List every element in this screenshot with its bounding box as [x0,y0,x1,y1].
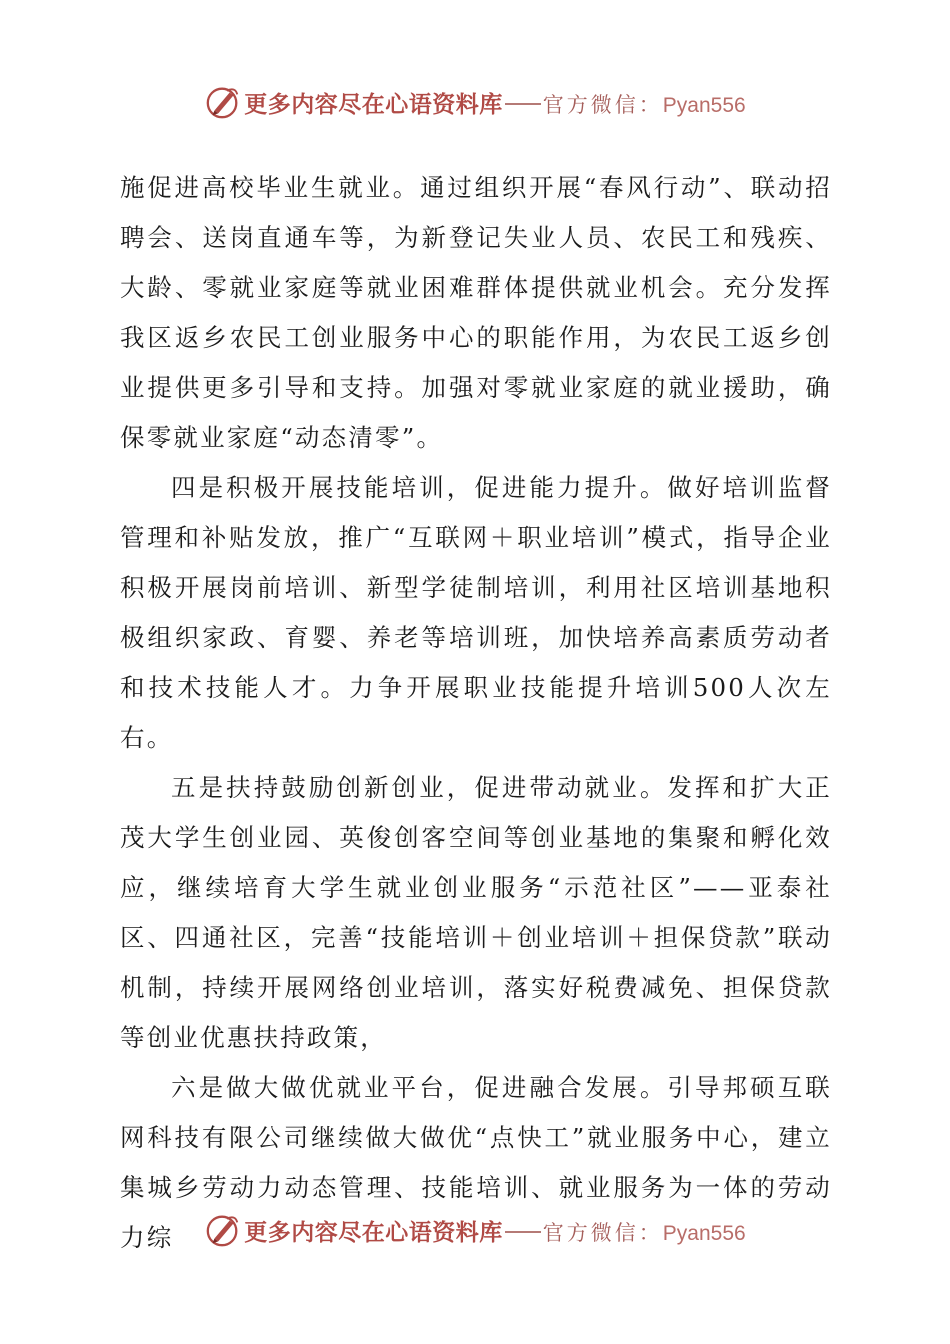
watermark-wechat-label: 官方微信： [542,1220,663,1245]
watermark-wechat-id: Pyan556 [662,1221,746,1245]
pen-logo-icon [204,83,242,121]
watermark-brand: 更多内容尽在心语资料库 [244,1218,503,1246]
watermark-brand: 更多内容尽在心语资料库 [244,90,503,118]
pen-logo-icon [204,1211,242,1249]
watermark-dash [505,103,541,105]
paragraph-entrepreneurship: 五是扶持鼓励创新创业，促进带动就业。发挥和扩大正茂大学生创业园、英俊创客空间等创业基地的集聚和孵化效应，继续培育大学生就业创业服务“示范社区”——亚泰社区、四通社区，完善“技能培训＋创业培训＋担保贷款”联动机制，持续开展网络创业培训，落实好税费减免、担保贷款等创业优惠扶持政策， [120,773,832,1052]
watermark-wechat-label: 官方微信： [542,92,663,117]
watermark-footer [0,1208,950,1252]
document-body [120,163,832,1263]
watermark-wechat-id: Pyan556 [662,93,746,117]
watermark-header [0,80,950,124]
paragraph-employment-platform: 六是做大做优就业平台，促进融合发展。引导邦硕互联网科技有限公司继续做大做优“点快工”就业服务中心，建立集城乡劳动力动态管理、技能培训、就业服务为一体的劳动力综 [120,1073,832,1252]
paragraph-skills-training: 四是积极开展技能培训，促进能力提升。做好培训监督管理和补贴发放，推广“互联网＋职业培训”模式，指导企业积极开展岗前培训、新型学徒制培训，利用社区培训基地积极组织家政、育婴、养老等培训班，加快培养高素质劳动者和技术技能人才。力争开展职业技能提升培训500人次左右。 [120,473,832,752]
paragraph-continued: 施促进高校毕业生就业。通过组织开展“春风行动”、联动招聘会、送岗直通车等，为新登记失业人员、农民工和残疾、大龄、零就业家庭等就业困难群体提供就业机会。充分发挥我区返乡农民工创业服务中心的职能作用，为农民工返乡创业提供更多引导和支持。加强对零就业家庭的就业援助，确保零就业家庭“动态清零”。 [120,173,832,452]
watermark-dash [505,1231,541,1233]
